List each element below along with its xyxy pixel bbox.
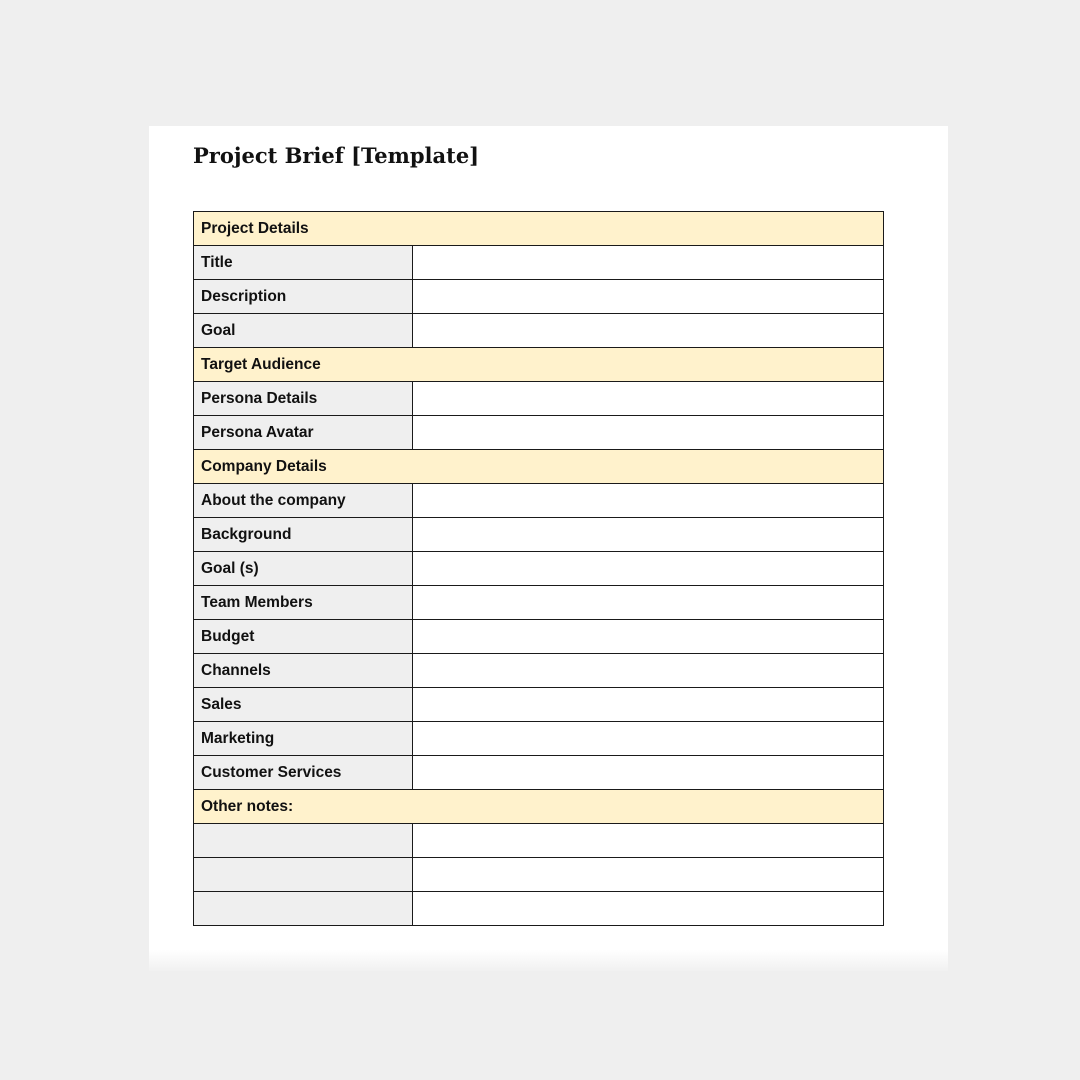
page-bottom-fade xyxy=(149,950,948,974)
value-cell-persona-avatar[interactable] xyxy=(413,416,884,450)
value-cell-goals[interactable] xyxy=(413,552,884,586)
table-row xyxy=(194,314,884,348)
table-row xyxy=(194,892,884,926)
table-row xyxy=(194,280,884,314)
section-row-other-notes xyxy=(194,790,884,824)
notes-value-cell[interactable] xyxy=(413,858,884,892)
value-cell-goal[interactable] xyxy=(413,314,884,348)
section-header-project-details: Project Details xyxy=(194,212,884,246)
document-title: Project Brief [Template] xyxy=(193,143,480,168)
row-label-channels: Channels xyxy=(194,654,413,688)
table-row xyxy=(194,756,884,790)
section-header-other-notes: Other notes: xyxy=(194,790,884,824)
row-label-persona-details: Persona Details xyxy=(194,382,413,416)
value-cell-team-members[interactable] xyxy=(413,586,884,620)
value-cell-budget[interactable] xyxy=(413,620,884,654)
notes-value-cell[interactable] xyxy=(413,892,884,926)
table-row xyxy=(194,484,884,518)
row-label-background: Background xyxy=(194,518,413,552)
table-row xyxy=(194,858,884,892)
row-label-marketing: Marketing xyxy=(194,722,413,756)
value-cell-marketing[interactable] xyxy=(413,722,884,756)
value-cell-sales[interactable] xyxy=(413,688,884,722)
value-cell-channels[interactable] xyxy=(413,654,884,688)
value-cell-title[interactable] xyxy=(413,246,884,280)
section-header-company-details: Company Details xyxy=(194,450,884,484)
value-cell-persona-details[interactable] xyxy=(413,382,884,416)
table-row xyxy=(194,246,884,280)
row-label-description: Description xyxy=(194,280,413,314)
table-row xyxy=(194,824,884,858)
table-row xyxy=(194,620,884,654)
row-label-goal: Goal xyxy=(194,314,413,348)
table-row xyxy=(194,382,884,416)
value-cell-customer-services[interactable] xyxy=(413,756,884,790)
row-label-about-the-company: About the company xyxy=(194,484,413,518)
notes-value-cell[interactable] xyxy=(413,824,884,858)
notes-label-cell[interactable] xyxy=(194,824,413,858)
notes-label-cell[interactable] xyxy=(194,892,413,926)
section-row-target-audience xyxy=(194,348,884,382)
row-label-sales: Sales xyxy=(194,688,413,722)
notes-label-cell[interactable] xyxy=(194,858,413,892)
row-label-customer-services: Customer Services xyxy=(194,756,413,790)
table-row xyxy=(194,654,884,688)
table-row xyxy=(194,722,884,756)
table-row xyxy=(194,416,884,450)
row-label-persona-avatar: Persona Avatar xyxy=(194,416,413,450)
table-row xyxy=(194,518,884,552)
value-cell-about-the-company[interactable] xyxy=(413,484,884,518)
project-brief-table xyxy=(193,211,884,926)
row-label-title: Title xyxy=(194,246,413,280)
table-row xyxy=(194,586,884,620)
table-row xyxy=(194,688,884,722)
row-label-budget: Budget xyxy=(194,620,413,654)
row-label-team-members: Team Members xyxy=(194,586,413,620)
table-row xyxy=(194,552,884,586)
section-row-company-details xyxy=(194,450,884,484)
section-header-target-audience: Target Audience xyxy=(194,348,884,382)
value-cell-background[interactable] xyxy=(413,518,884,552)
row-label-goals: Goal (s) xyxy=(194,552,413,586)
section-row-project-details xyxy=(194,212,884,246)
value-cell-description[interactable] xyxy=(413,280,884,314)
